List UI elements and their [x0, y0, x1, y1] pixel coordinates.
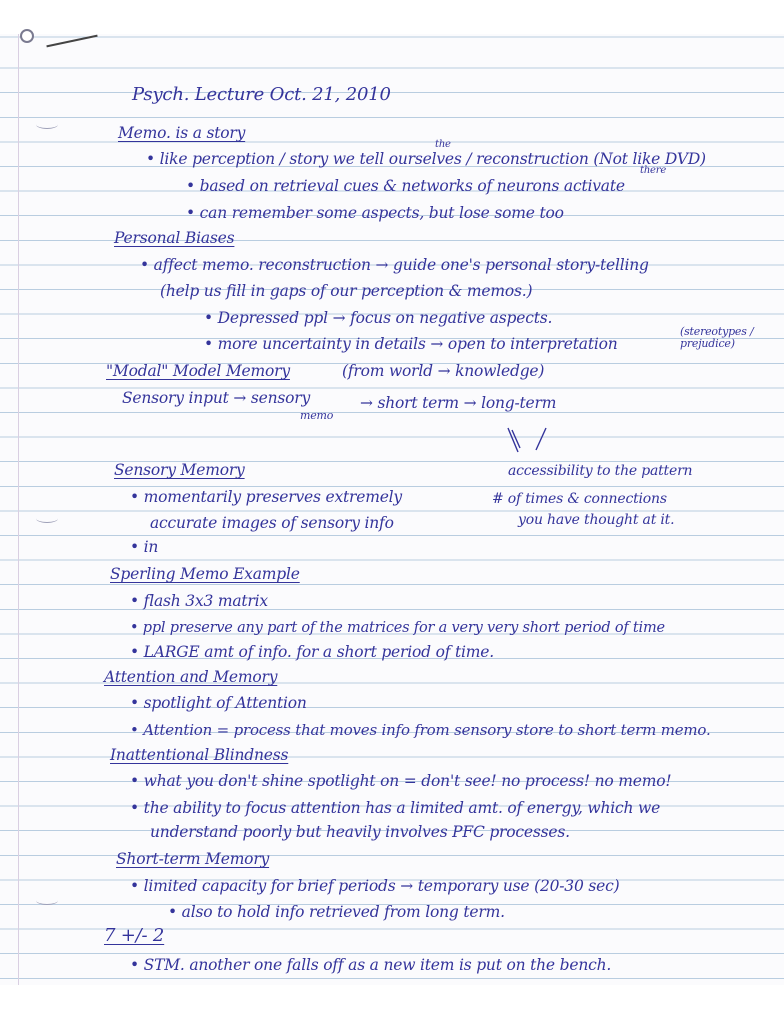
note-line: • Attention = process that moves info from sensory store to short term memo.: [130, 721, 711, 739]
heading-sperling: Sperling Memo Example: [110, 565, 300, 583]
note-line: accessibility to the pattern: [508, 463, 693, 479]
note-line: • also to hold info retrieved from long term.: [168, 903, 505, 921]
note-insert: there: [640, 165, 667, 176]
pen-stroke: [46, 35, 97, 48]
heading-sensory-memory: Sensory Memory: [114, 461, 245, 479]
note-line: • what you don't shine spotlight on = don't see! no process! no memo!: [130, 772, 672, 790]
heading-short-term-memory: Short-term Memory: [116, 850, 270, 868]
note-line: you have thought at it.: [518, 512, 675, 528]
note-line: • Depressed ppl → focus on negative aspects.: [204, 309, 553, 327]
heading-personal-biases: Personal Biases: [114, 229, 235, 247]
note-line: • flash 3x3 matrix: [130, 592, 268, 610]
note-line: • like perception / story we tell ourselves / reconstruction (Not like DVD): [146, 150, 706, 168]
note-line: • ppl preserve any part of the matrices for a very very short period of time: [130, 620, 665, 636]
heading-seven-plus-minus-two: 7 +/- 2: [104, 925, 165, 946]
note-line: (help us fill in gaps of our perception & memos.): [160, 282, 533, 300]
double-arrow-icon: [500, 426, 560, 456]
binder-hole: [20, 29, 34, 43]
margin-tick: [36, 896, 58, 905]
note-line: • affect memo. reconstruction → guide one's personal story-telling: [140, 256, 649, 274]
note-line: # of times & connections: [492, 491, 667, 507]
note-line: understand poorly but heavily involves PFC processes.: [150, 823, 570, 841]
note-line: • spotlight of Attention: [130, 694, 307, 712]
heading-memo-story: Memo. is a story: [118, 124, 246, 142]
note-line: → short term → long-term: [360, 394, 557, 412]
note-line: memo: [300, 409, 334, 422]
note-line: • momentarily preserves extremely: [130, 488, 402, 506]
note-line: • LARGE amt of info. for a short period of time.: [130, 643, 494, 661]
note-line: (from world → knowledge): [342, 362, 545, 380]
note-insert: the: [435, 139, 451, 150]
note-line: • STM. another one falls off as a new item is put on the bench.: [130, 956, 612, 974]
scan-bottom-margin: [0, 985, 784, 1015]
note-insert: (stereotypes / prejudice): [680, 325, 754, 350]
note-line: Sensory input → sensory: [122, 389, 311, 407]
heading-attention-memory: Attention and Memory: [104, 668, 278, 686]
margin-tick: [36, 120, 58, 129]
scan-top-margin: [0, 0, 784, 34]
note-line: • based on retrieval cues & networks of neurons activate: [186, 177, 625, 195]
margin-tick: [36, 514, 58, 523]
margin-line: [18, 34, 19, 985]
note-line: • limited capacity for brief periods → temporary use (20-30 sec): [130, 877, 620, 895]
page-title: Psych. Lecture Oct. 21, 2010: [132, 84, 391, 105]
note-line: • more uncertainty in details → open to interpretation: [204, 335, 618, 353]
heading-inattentional-blindness: Inattentional Blindness: [110, 746, 289, 764]
note-line: accurate images of sensory info: [150, 514, 394, 532]
note-line: • in: [130, 538, 159, 556]
note-line: • the ability to focus attention has a limited amt. of energy, which we: [130, 799, 661, 817]
note-line: • can remember some aspects, but lose some too: [186, 204, 564, 222]
heading-modal-model: "Modal" Model Memory: [106, 362, 290, 380]
